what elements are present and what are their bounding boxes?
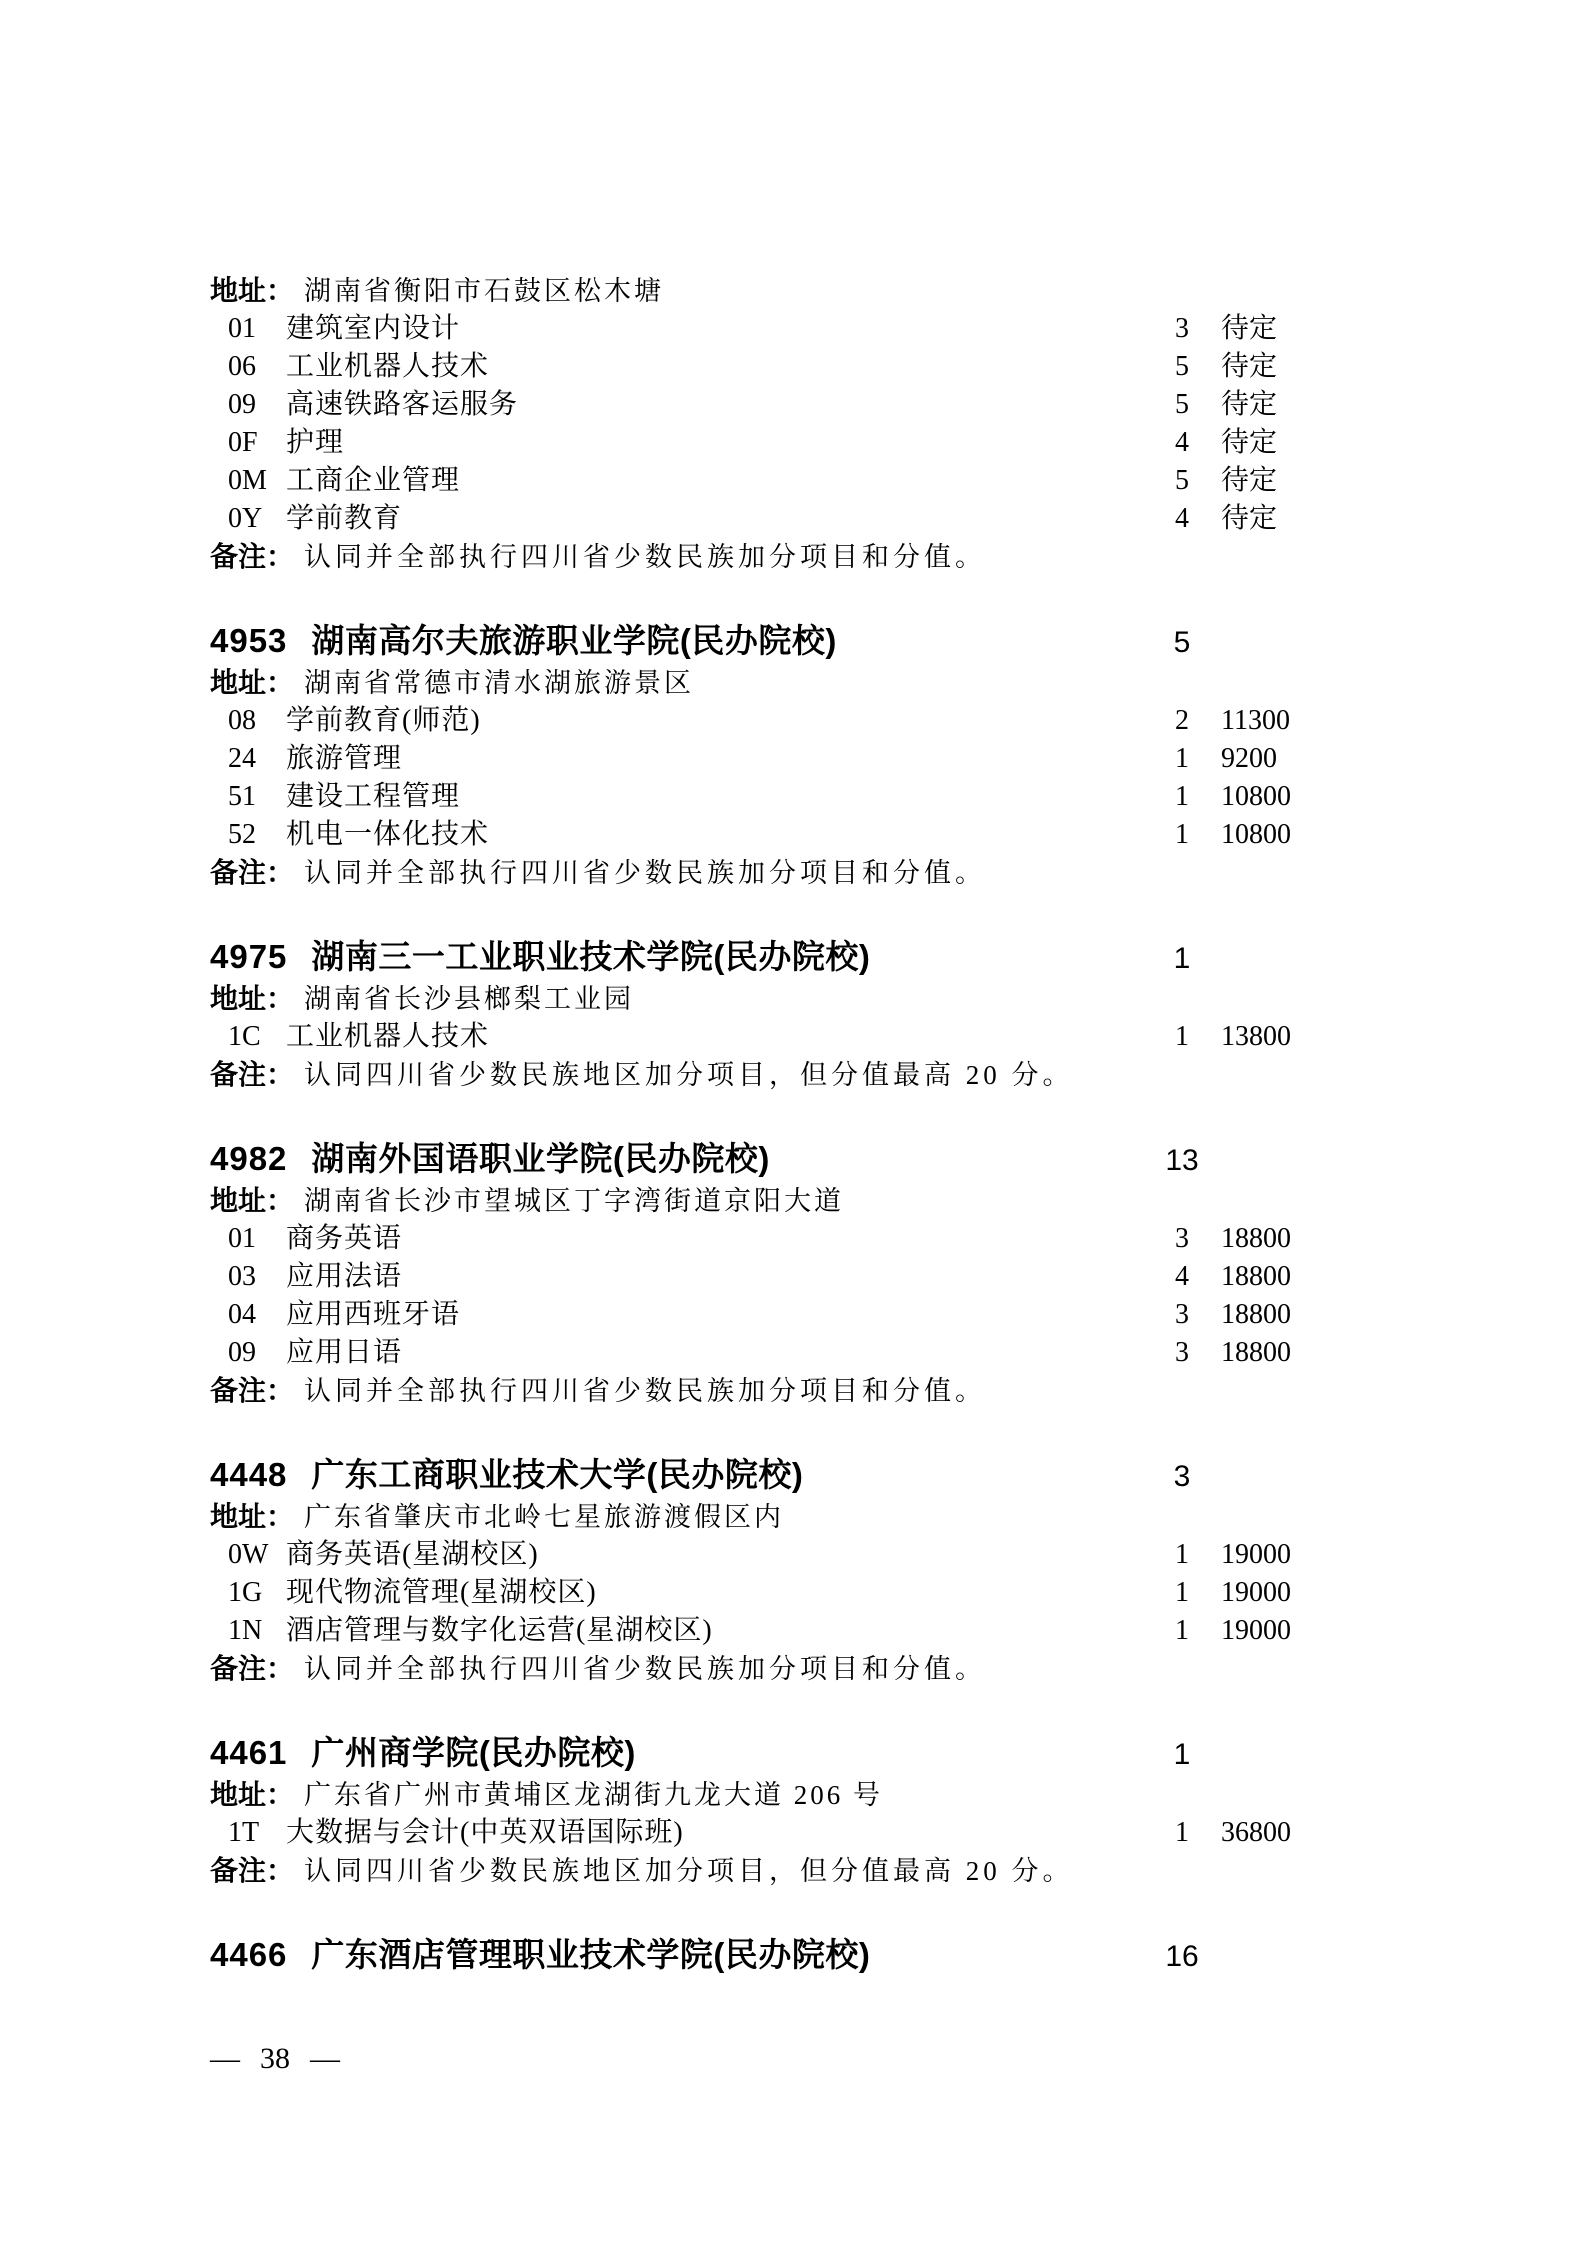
major-count: 3 [1175, 1299, 1189, 1330]
address-label: 地址： [210, 983, 295, 1014]
major-count: 4 [1175, 427, 1189, 458]
major-count: 1 [1175, 1615, 1189, 1646]
college-block [210, 1932, 1367, 1978]
major-code: 52 [228, 819, 256, 850]
address-row [210, 1776, 1367, 1814]
major-row [210, 740, 1367, 778]
major-name: 现代物流管理(星湖校区) [286, 1577, 597, 1608]
college-heading-left [210, 1452, 1147, 1498]
address-label: 地址： [210, 667, 295, 698]
major-fee: 待定 [1221, 465, 1278, 496]
address-label: 地址： [210, 1185, 295, 1216]
address-value: 湖南省衡阳市石鼓区松木塘 [304, 276, 665, 306]
major-fee: 18800 [1221, 1223, 1291, 1254]
remark-value: 认同四川省少数民族地区加分项目，但分值最高 20 分。 [304, 1856, 1074, 1886]
major-row [210, 1574, 1367, 1612]
major-left [210, 1258, 1147, 1296]
major-name: 应用西班牙语 [286, 1299, 461, 1330]
major-row [210, 816, 1367, 854]
major-name: 护理 [286, 427, 345, 458]
major-count: 3 [1175, 1223, 1189, 1254]
college-total: 13 [1165, 1144, 1199, 1177]
major-code: 1N [228, 1615, 263, 1646]
college-heading [210, 1452, 1367, 1498]
college-block [210, 1730, 1367, 1890]
address-row [210, 272, 1367, 310]
major-count: 5 [1175, 351, 1189, 382]
major-fee: 18800 [1221, 1299, 1291, 1330]
major-name: 学前教育 [286, 503, 403, 534]
college-code: 4953 [210, 622, 288, 659]
major-count: 1 [1175, 1817, 1189, 1848]
college-total: 3 [1173, 1460, 1191, 1493]
major-name: 建设工程管理 [286, 781, 461, 812]
major-left [210, 348, 1147, 386]
major-left [210, 1018, 1147, 1056]
major-row [210, 1814, 1367, 1852]
footer-dash-right: — [310, 2042, 340, 2075]
major-count: 3 [1175, 1337, 1189, 1368]
major-fee: 10800 [1221, 781, 1291, 812]
remark-row [210, 854, 1367, 892]
major-row [210, 702, 1367, 740]
major-code: 06 [228, 351, 256, 382]
footer-dash-left: — [210, 2042, 240, 2075]
college-code: 4461 [210, 1734, 288, 1771]
page-content [210, 272, 1367, 1978]
major-count: 1 [1175, 819, 1189, 850]
address-value: 湖南省常德市清水湖旅游景区 [304, 668, 695, 698]
major-name: 学前教育(师范) [286, 705, 481, 736]
college-name: 湖南外国语职业学院(民办院校) [311, 1140, 770, 1177]
major-row [210, 310, 1367, 348]
major-count: 4 [1175, 1261, 1189, 1292]
major-name: 大数据与会计(中英双语国际班) [286, 1817, 684, 1848]
college-block [210, 1452, 1367, 1688]
major-left [210, 462, 1147, 500]
address-label: 地址： [210, 275, 295, 306]
remark-value: 认同并全部执行四川省少数民族加分项目和分值。 [304, 858, 987, 888]
major-code: 1G [228, 1577, 263, 1608]
college-code: 4975 [210, 938, 288, 975]
college-heading-left [210, 618, 1147, 664]
major-name: 高速铁路客运服务 [286, 389, 519, 420]
major-row [210, 348, 1367, 386]
major-name: 酒店管理与数字化运营(星湖校区) [286, 1615, 713, 1646]
remark-label: 备注： [210, 857, 295, 888]
major-code: 0F [228, 427, 258, 458]
college-total: 5 [1173, 626, 1191, 659]
page-number: 38 [260, 2042, 290, 2075]
major-count: 2 [1175, 705, 1189, 736]
major-left [210, 816, 1147, 854]
college-code: 4448 [210, 1456, 288, 1493]
college-heading [210, 1730, 1367, 1776]
major-row [210, 462, 1367, 500]
major-fee: 待定 [1221, 503, 1278, 534]
major-name: 工业机器人技术 [286, 1021, 490, 1052]
major-left [210, 1814, 1147, 1852]
major-name: 商务英语 [286, 1223, 403, 1254]
college-heading [210, 934, 1367, 980]
college-name: 湖南三一工业职业技术学院(民办院校) [311, 938, 871, 975]
address-row [210, 980, 1367, 1018]
college-name: 湖南高尔夫旅游职业学院(民办院校) [311, 622, 837, 659]
major-row [210, 1536, 1367, 1574]
address-value: 湖南省长沙县榔梨工业园 [304, 984, 635, 1014]
major-name: 机电一体化技术 [286, 819, 490, 850]
address-row [210, 664, 1367, 702]
major-name: 旅游管理 [286, 743, 403, 774]
remark-row [210, 1650, 1367, 1688]
address-row [210, 1498, 1367, 1536]
major-left [210, 310, 1147, 348]
major-name: 工商企业管理 [286, 465, 461, 496]
college-heading-left [210, 1136, 1147, 1182]
major-left [210, 386, 1147, 424]
major-code: 03 [228, 1261, 256, 1292]
college-heading [210, 618, 1367, 664]
college-heading-left [210, 1932, 1147, 1978]
major-fee: 11300 [1221, 705, 1290, 736]
major-fee: 9200 [1221, 743, 1277, 774]
remark-row [210, 538, 1367, 576]
college-heading-left [210, 1730, 1147, 1776]
page-footer [210, 2042, 340, 2076]
major-left [210, 740, 1147, 778]
major-code: 1T [228, 1817, 260, 1848]
college-total: 1 [1173, 1738, 1191, 1771]
college-total: 16 [1165, 1940, 1199, 1973]
major-row [210, 1296, 1367, 1334]
major-fee: 19000 [1221, 1615, 1291, 1646]
major-fee: 19000 [1221, 1539, 1291, 1570]
major-code: 51 [228, 781, 256, 812]
remark-label: 备注： [210, 541, 295, 572]
major-left [210, 500, 1147, 538]
college-block [210, 934, 1367, 1094]
major-code: 1C [228, 1021, 261, 1052]
major-code: 08 [228, 705, 256, 736]
major-row [210, 1612, 1367, 1650]
major-left [210, 1296, 1147, 1334]
college-block [210, 618, 1367, 892]
remark-row [210, 1372, 1367, 1410]
major-count: 1 [1175, 743, 1189, 774]
major-code: 01 [228, 1223, 256, 1254]
major-fee: 待定 [1221, 313, 1278, 344]
college-heading-left [210, 934, 1147, 980]
major-left [210, 1220, 1147, 1258]
major-row [210, 1258, 1367, 1296]
major-code: 09 [228, 1337, 256, 1368]
major-code: 04 [228, 1299, 256, 1330]
major-row [210, 1334, 1367, 1372]
major-name: 商务英语(星湖校区) [286, 1539, 539, 1570]
address-label: 地址： [210, 1501, 295, 1532]
remark-label: 备注： [210, 1653, 295, 1684]
major-code: 0M [228, 465, 267, 496]
major-fee: 19000 [1221, 1577, 1291, 1608]
address-value: 湖南省长沙市望城区丁字湾街道京阳大道 [304, 1186, 845, 1216]
college-code: 4982 [210, 1140, 288, 1177]
major-fee: 待定 [1221, 351, 1278, 382]
remark-label: 备注： [210, 1375, 295, 1406]
major-code: 01 [228, 313, 256, 344]
major-left [210, 1536, 1147, 1574]
address-value: 广东省广州市黄埔区龙湖街九龙大道 206 号 [304, 1780, 884, 1810]
major-count: 1 [1175, 1021, 1189, 1052]
remark-row [210, 1056, 1367, 1094]
major-row [210, 778, 1367, 816]
remark-label: 备注： [210, 1855, 295, 1886]
major-code: 09 [228, 389, 256, 420]
major-code: 0W [228, 1539, 269, 1570]
major-count: 4 [1175, 503, 1189, 534]
major-row [210, 500, 1367, 538]
address-label: 地址： [210, 1779, 295, 1810]
major-count: 1 [1175, 1577, 1189, 1608]
college-name: 广东工商职业技术大学(民办院校) [311, 1456, 804, 1493]
college-block [210, 272, 1367, 576]
college-name: 广州商学院(民办院校) [311, 1734, 636, 1771]
major-fee: 18800 [1221, 1261, 1291, 1292]
major-count: 5 [1175, 465, 1189, 496]
major-code: 0Y [228, 503, 263, 534]
address-row [210, 1182, 1367, 1220]
college-total: 1 [1173, 942, 1191, 975]
major-left [210, 778, 1147, 816]
major-fee: 13800 [1221, 1021, 1291, 1052]
major-row [210, 1018, 1367, 1056]
major-name: 应用日语 [286, 1337, 403, 1368]
major-fee: 待定 [1221, 427, 1278, 458]
major-fee: 10800 [1221, 819, 1291, 850]
major-left [210, 1612, 1147, 1650]
major-code: 24 [228, 743, 256, 774]
major-fee: 待定 [1221, 389, 1278, 420]
major-fee: 18800 [1221, 1337, 1291, 1368]
major-left [210, 702, 1147, 740]
major-left [210, 424, 1147, 462]
remark-value: 认同并全部执行四川省少数民族加分项目和分值。 [304, 1376, 987, 1406]
major-count: 1 [1175, 781, 1189, 812]
college-block [210, 1136, 1367, 1410]
major-row [210, 386, 1367, 424]
major-count: 1 [1175, 1539, 1189, 1570]
college-code: 4466 [210, 1936, 288, 1973]
major-name: 工业机器人技术 [286, 351, 490, 382]
remark-value: 认同并全部执行四川省少数民族加分项目和分值。 [304, 542, 987, 572]
major-left [210, 1574, 1147, 1612]
major-count: 5 [1175, 389, 1189, 420]
college-heading [210, 1136, 1367, 1182]
remark-value: 认同并全部执行四川省少数民族加分项目和分值。 [304, 1654, 987, 1684]
college-heading [210, 1932, 1367, 1978]
major-row [210, 424, 1367, 462]
remark-label: 备注： [210, 1059, 295, 1090]
major-count: 3 [1175, 313, 1189, 344]
college-name: 广东酒店管理职业技术学院(民办院校) [311, 1936, 871, 1973]
major-row [210, 1220, 1367, 1258]
major-name: 建筑室内设计 [286, 313, 461, 344]
major-name: 应用法语 [286, 1261, 403, 1292]
major-left [210, 1334, 1147, 1372]
remark-row [210, 1852, 1367, 1890]
address-value: 广东省肇庆市北岭七星旅游渡假区内 [304, 1502, 785, 1532]
major-fee: 36800 [1221, 1817, 1291, 1848]
remark-value: 认同四川省少数民族地区加分项目，但分值最高 20 分。 [304, 1060, 1074, 1090]
